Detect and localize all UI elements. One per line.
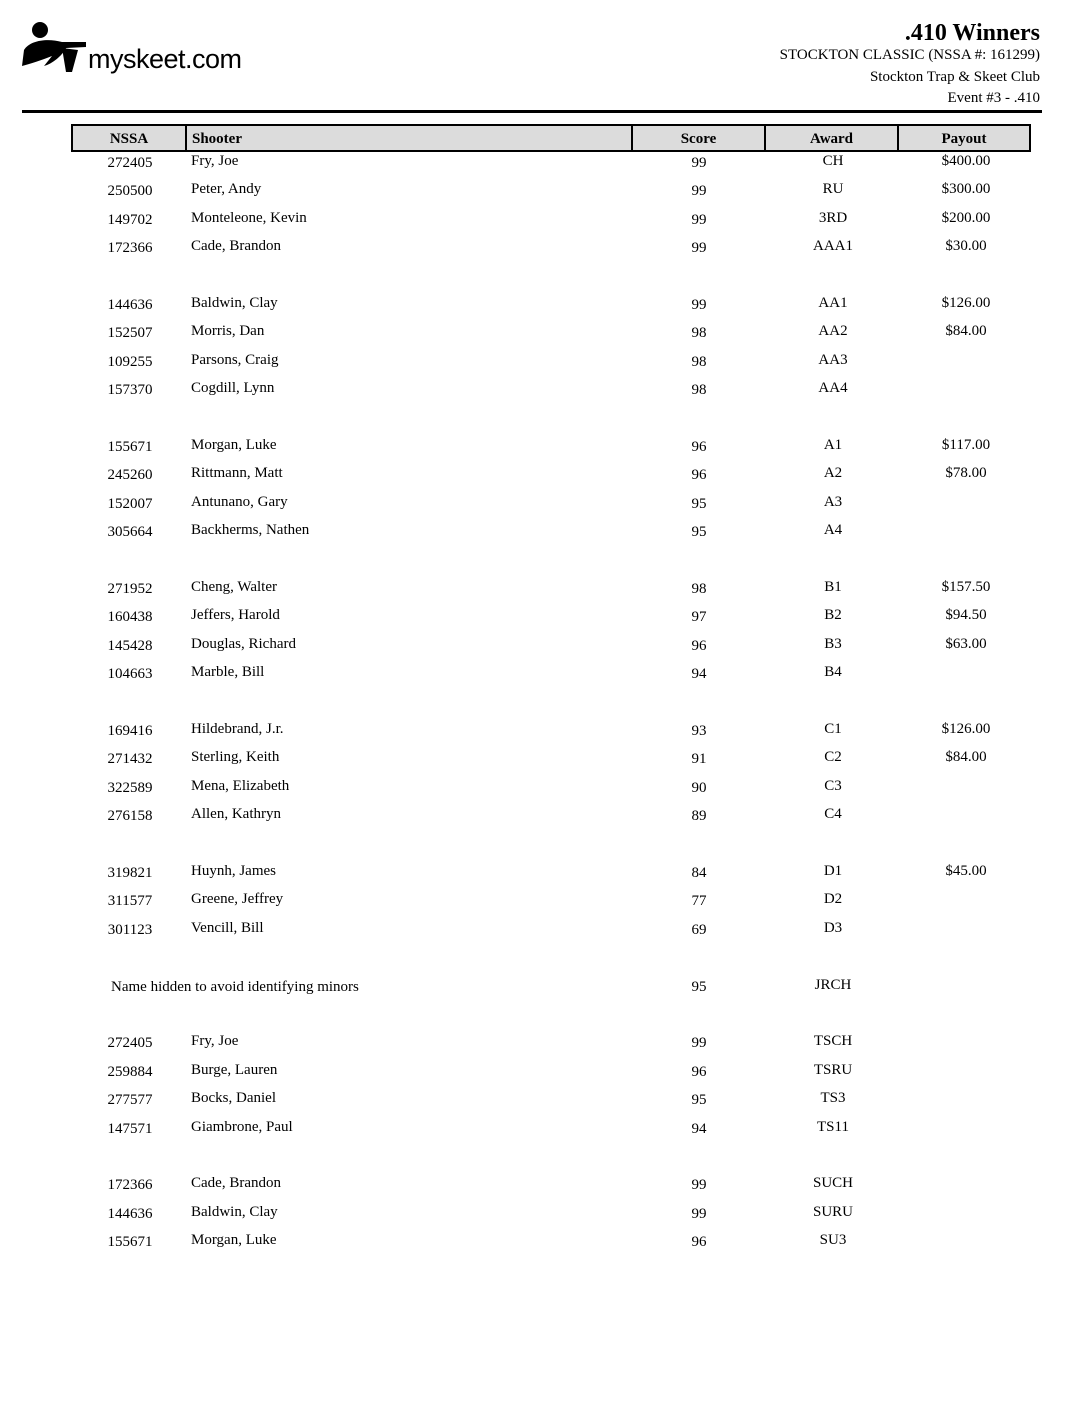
award-cell: B3 bbox=[824, 636, 842, 652]
nssa-cell: 155671 bbox=[107, 439, 153, 455]
award-cell: AA2 bbox=[818, 323, 848, 339]
award-cell: TSCH bbox=[813, 1033, 853, 1049]
payout-cell: $200.00 bbox=[941, 210, 991, 226]
score-cell: 95 bbox=[691, 1092, 707, 1108]
nssa-cell: 311577 bbox=[107, 893, 153, 909]
shooter-logo-icon bbox=[22, 20, 92, 76]
payout-cell: $157.50 bbox=[941, 579, 991, 595]
table-row bbox=[0, 181, 1088, 205]
nssa-cell: 149702 bbox=[107, 212, 153, 228]
score-cell: 96 bbox=[691, 467, 707, 483]
nssa-cell: 157370 bbox=[107, 382, 153, 398]
nssa-cell: 160438 bbox=[107, 609, 153, 625]
table-row bbox=[0, 437, 1088, 461]
award-cell: D1 bbox=[823, 863, 843, 879]
award-cell: C4 bbox=[824, 806, 842, 822]
nssa-cell: 322589 bbox=[107, 780, 153, 796]
nssa-cell: 272405 bbox=[107, 1035, 153, 1051]
score-cell: 91 bbox=[691, 751, 707, 767]
award-cell: A1 bbox=[823, 437, 843, 453]
award-cell: CH bbox=[822, 153, 844, 169]
nssa-cell: 277577 bbox=[107, 1092, 153, 1108]
nssa-cell: 272405 bbox=[107, 155, 153, 171]
table-row bbox=[0, 664, 1088, 688]
nssa-cell: 250500 bbox=[107, 183, 153, 199]
award-cell: D3 bbox=[823, 920, 843, 936]
award-cell: A2 bbox=[823, 465, 843, 481]
nssa-cell: 169416 bbox=[107, 723, 153, 739]
nssa-cell: 271952 bbox=[107, 581, 153, 597]
table-row bbox=[0, 323, 1088, 347]
payout-cell: $117.00 bbox=[941, 437, 991, 453]
table-row bbox=[0, 295, 1088, 319]
award-cell: TSRU bbox=[813, 1062, 853, 1078]
shooter-cell: Cheng, Walter bbox=[191, 579, 277, 595]
table-row bbox=[0, 977, 1088, 1001]
nssa-cell: 144636 bbox=[107, 1206, 153, 1222]
shooter-cell: Burge, Lauren bbox=[191, 1062, 278, 1078]
score-cell: 90 bbox=[691, 780, 707, 796]
score-cell: 98 bbox=[691, 382, 707, 398]
table-row bbox=[0, 806, 1088, 830]
score-cell: 99 bbox=[691, 240, 707, 256]
shooter-cell: Marble, Bill bbox=[191, 664, 265, 680]
table-row bbox=[0, 721, 1088, 745]
payout-cell: $400.00 bbox=[941, 153, 991, 169]
award-cell: AA4 bbox=[818, 380, 848, 396]
column-header-payout: Payout bbox=[941, 131, 987, 147]
shooter-cell: Bocks, Daniel bbox=[191, 1090, 276, 1106]
nssa-cell: 276158 bbox=[107, 808, 153, 824]
column-header-shooter: Shooter bbox=[187, 126, 633, 150]
table-header bbox=[71, 124, 1031, 152]
award-cell: TS3 bbox=[820, 1090, 846, 1106]
award-cell: 3RD bbox=[818, 210, 848, 226]
award-cell: SUCH bbox=[812, 1175, 853, 1191]
payout-cell: $78.00 bbox=[945, 465, 987, 481]
nssa-cell: 259884 bbox=[107, 1064, 153, 1080]
nssa-cell: 104663 bbox=[107, 666, 153, 682]
payout-cell: $126.00 bbox=[941, 295, 991, 311]
table-row bbox=[0, 1204, 1088, 1228]
table-row bbox=[0, 920, 1088, 944]
minor-note: Name hidden to avoid identifying minors bbox=[111, 979, 359, 995]
shooter-cell: Allen, Kathryn bbox=[191, 806, 281, 822]
nssa-cell: 152507 bbox=[107, 325, 153, 341]
column-header-award: Award bbox=[766, 126, 899, 150]
shooter-cell: Hildebrand, J.r. bbox=[191, 721, 284, 737]
header-divider bbox=[22, 110, 1042, 113]
score-cell: 93 bbox=[691, 723, 707, 739]
column-header-nssa: NSSA bbox=[73, 126, 187, 150]
score-cell: 99 bbox=[691, 155, 707, 171]
shooter-cell: Greene, Jeffrey bbox=[191, 891, 284, 907]
column-header-score: Score bbox=[633, 126, 766, 150]
table-row bbox=[0, 891, 1088, 915]
award-cell: TS11 bbox=[817, 1119, 849, 1135]
score-cell: 77 bbox=[691, 893, 707, 909]
shooter-cell: Monteleone, Kevin bbox=[191, 210, 307, 226]
shooter-cell: Cade, Brandon bbox=[191, 1175, 281, 1191]
nssa-cell: 145428 bbox=[107, 638, 153, 654]
shooter-cell: Fry, Joe bbox=[191, 1033, 239, 1049]
page-title: .410 Winners bbox=[904, 20, 1040, 46]
table-row bbox=[0, 1175, 1088, 1199]
score-cell: 95 bbox=[691, 524, 707, 540]
nssa-cell: 245260 bbox=[107, 467, 153, 483]
payout-cell: $126.00 bbox=[941, 721, 991, 737]
nssa-cell: 147571 bbox=[107, 1121, 153, 1137]
payout-cell: $94.50 bbox=[945, 607, 987, 623]
award-cell: AA1 bbox=[818, 295, 848, 311]
nssa-cell: 152007 bbox=[107, 496, 153, 512]
table-row bbox=[0, 1119, 1088, 1143]
table-row bbox=[0, 210, 1088, 234]
table-row bbox=[0, 607, 1088, 631]
table-row bbox=[0, 238, 1088, 262]
score-cell: 99 bbox=[691, 1177, 707, 1193]
shooter-cell: Douglas, Richard bbox=[191, 636, 296, 652]
shooter-cell: Baldwin, Clay bbox=[191, 295, 278, 311]
shooter-cell: Parsons, Craig bbox=[191, 352, 279, 368]
nssa-cell: 319821 bbox=[107, 865, 153, 881]
nssa-cell: 155671 bbox=[107, 1234, 153, 1250]
award-cell: C3 bbox=[824, 778, 842, 794]
shooter-cell: Peter, Andy bbox=[191, 181, 262, 197]
table-row bbox=[0, 863, 1088, 887]
table-row bbox=[0, 1033, 1088, 1057]
shooter-cell: Morris, Dan bbox=[191, 323, 265, 339]
payout-cell: $300.00 bbox=[941, 181, 991, 197]
table-row bbox=[0, 494, 1088, 518]
table-row bbox=[0, 153, 1088, 177]
score-cell: 96 bbox=[691, 1064, 707, 1080]
shooter-cell: Huynh, James bbox=[191, 863, 276, 879]
shooter-cell: Morgan, Luke bbox=[191, 437, 277, 453]
award-cell: A4 bbox=[823, 522, 843, 538]
score-cell: 98 bbox=[691, 354, 707, 370]
payout-cell: $30.00 bbox=[945, 238, 987, 254]
award-cell: RU bbox=[822, 181, 844, 197]
score-cell: 99 bbox=[691, 183, 707, 199]
shooter-cell: Jeffers, Harold bbox=[191, 607, 280, 623]
score-cell: 69 bbox=[691, 922, 707, 938]
award-cell: B1 bbox=[824, 579, 842, 595]
score-cell: 84 bbox=[691, 865, 707, 881]
nssa-cell: 172366 bbox=[107, 240, 153, 256]
award-cell: A3 bbox=[823, 494, 843, 510]
score-cell: 95 bbox=[691, 979, 707, 995]
score-cell: 98 bbox=[691, 325, 707, 341]
table-row bbox=[0, 749, 1088, 773]
table-row bbox=[0, 522, 1088, 546]
score-cell: 95 bbox=[691, 496, 707, 512]
score-cell: 94 bbox=[691, 666, 707, 682]
nssa-cell: 109255 bbox=[107, 354, 153, 370]
table-row bbox=[0, 1090, 1088, 1114]
score-cell: 98 bbox=[691, 581, 707, 597]
award-cell: D2 bbox=[823, 891, 843, 907]
nssa-cell: 271432 bbox=[107, 751, 153, 767]
table-row bbox=[0, 352, 1088, 376]
score-cell: 99 bbox=[691, 1035, 707, 1051]
nssa-cell: 301123 bbox=[107, 922, 153, 938]
score-cell: 96 bbox=[691, 638, 707, 654]
score-cell: 89 bbox=[691, 808, 707, 824]
score-cell: 96 bbox=[691, 1234, 707, 1250]
table-row bbox=[0, 636, 1088, 660]
award-cell: C2 bbox=[824, 749, 842, 765]
award-cell: C1 bbox=[824, 721, 842, 737]
nssa-cell: 172366 bbox=[107, 1177, 153, 1193]
payout-cell: $45.00 bbox=[945, 863, 987, 879]
nssa-cell: 305664 bbox=[107, 524, 153, 540]
score-cell: 99 bbox=[691, 297, 707, 313]
table-row bbox=[0, 579, 1088, 603]
award-cell: AAA1 bbox=[813, 238, 853, 254]
award-cell: AA3 bbox=[818, 352, 848, 368]
payout-cell: $84.00 bbox=[945, 323, 987, 339]
award-cell: B2 bbox=[824, 607, 842, 623]
shooter-cell: Baldwin, Clay bbox=[191, 1204, 278, 1220]
shooter-cell: Morgan, Luke bbox=[191, 1232, 277, 1248]
shooter-cell: Rittmann, Matt bbox=[191, 465, 283, 481]
award-cell: B4 bbox=[824, 664, 842, 680]
score-cell: 96 bbox=[691, 439, 707, 455]
shooter-cell: Cade, Brandon bbox=[191, 238, 281, 254]
shooter-cell: Mena, Elizabeth bbox=[191, 778, 290, 794]
score-cell: 97 bbox=[691, 609, 707, 625]
payout-cell: $63.00 bbox=[945, 636, 987, 652]
shooter-cell: Sterling, Keith bbox=[191, 749, 280, 765]
table-row bbox=[0, 380, 1088, 404]
payout-cell: $84.00 bbox=[945, 749, 987, 765]
shooter-cell: Fry, Joe bbox=[191, 153, 239, 169]
myskeet-logo[interactable] bbox=[22, 20, 252, 76]
table-row bbox=[0, 1232, 1088, 1256]
score-cell: 94 bbox=[691, 1121, 707, 1137]
award-cell: JRCH bbox=[814, 977, 852, 993]
logo-text: myskeet.com bbox=[88, 44, 242, 74]
shooter-cell: Backherms, Nathen bbox=[191, 522, 310, 538]
table-row bbox=[0, 778, 1088, 802]
event-name: STOCKTON CLASSIC (NSSA #: 161299) bbox=[779, 47, 1040, 63]
table-row bbox=[0, 465, 1088, 489]
shooter-cell: Cogdill, Lynn bbox=[191, 380, 275, 396]
table-row bbox=[0, 1062, 1088, 1086]
club-name: Stockton Trap & Skeet Club bbox=[869, 69, 1040, 85]
shooter-cell: Antunano, Gary bbox=[191, 494, 288, 510]
shooter-cell: Vencill, Bill bbox=[191, 920, 264, 936]
score-cell: 99 bbox=[691, 212, 707, 228]
nssa-cell: 144636 bbox=[107, 297, 153, 313]
event-subtitle: Event #3 - .410 bbox=[947, 90, 1040, 106]
award-cell: SURU bbox=[812, 1204, 853, 1220]
score-cell: 99 bbox=[691, 1206, 707, 1222]
shooter-cell: Giambrone, Paul bbox=[191, 1119, 293, 1135]
award-cell: SU3 bbox=[819, 1232, 847, 1248]
